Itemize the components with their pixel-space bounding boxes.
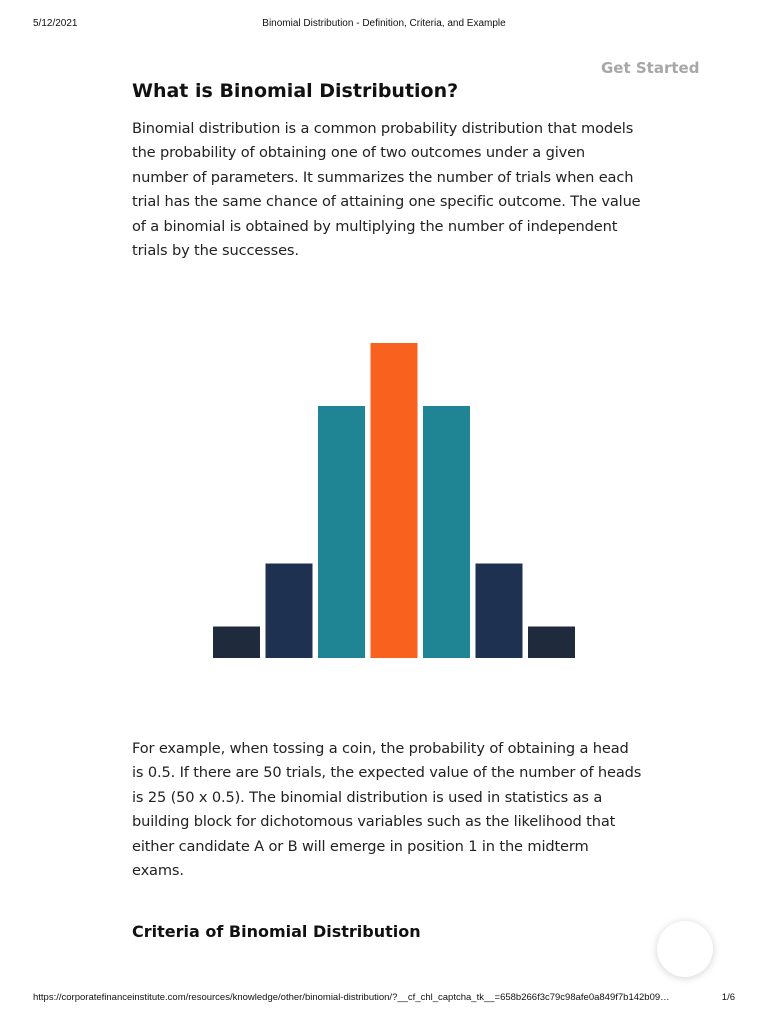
intro-paragraph: Binomial distribution is a common probability distribution that models the probability of obtaining one of two outcomes under a given number of parameters. It summarizes the number of trials when each trial has the same chance of attaining one specific outcome. The value of a binomial is obtained by multiplying the number of independent trials by the successes. — [132, 120, 641, 260]
criteria-heading: Criteria of Binomial Distribution — [132, 922, 421, 941]
chart-bar-4 — [371, 343, 418, 658]
heading-container — [132, 74, 552, 100]
floating-action-button[interactable] — [657, 921, 713, 977]
print-url: https://corporatefinanceinstitute.com/resources/knowledge/other/binomial-distribution/?__cf_chl_captcha_tk__=658b266f3c79c98afe0a849f7b142b09… — [33, 992, 670, 1003]
print-footer — [33, 992, 735, 1006]
binomial-bar-chart — [180, 330, 600, 670]
print-header — [33, 18, 735, 32]
page-heading: What is Binomial Distribution? — [132, 80, 459, 100]
print-date: 5/12/2021 — [33, 18, 78, 29]
chart-bar-5 — [423, 406, 470, 658]
chart-bar-7 — [528, 627, 575, 659]
chart-bar-3 — [318, 406, 365, 658]
print-title: Binomial Distribution - Definition, Criteria, and Example — [262, 18, 506, 29]
get-started-link[interactable]: Get Started — [601, 59, 700, 77]
chart-bar-2 — [266, 564, 313, 659]
chart-bar-1 — [213, 627, 260, 659]
print-page-number: 1/6 — [721, 992, 735, 1003]
example-paragraph: For example, when tossing a coin, the probability of obtaining a head is 0.5. If there are 50 trials, the expected value of the number of heads is 25 (50 x 0.5). The binomial distribution is used in statistics as a building block for dichotomous variables such as the likelihood that either candidate A or B will emerge in position 1 in the midterm exams. — [132, 740, 642, 880]
chart-bar-6 — [476, 564, 523, 659]
